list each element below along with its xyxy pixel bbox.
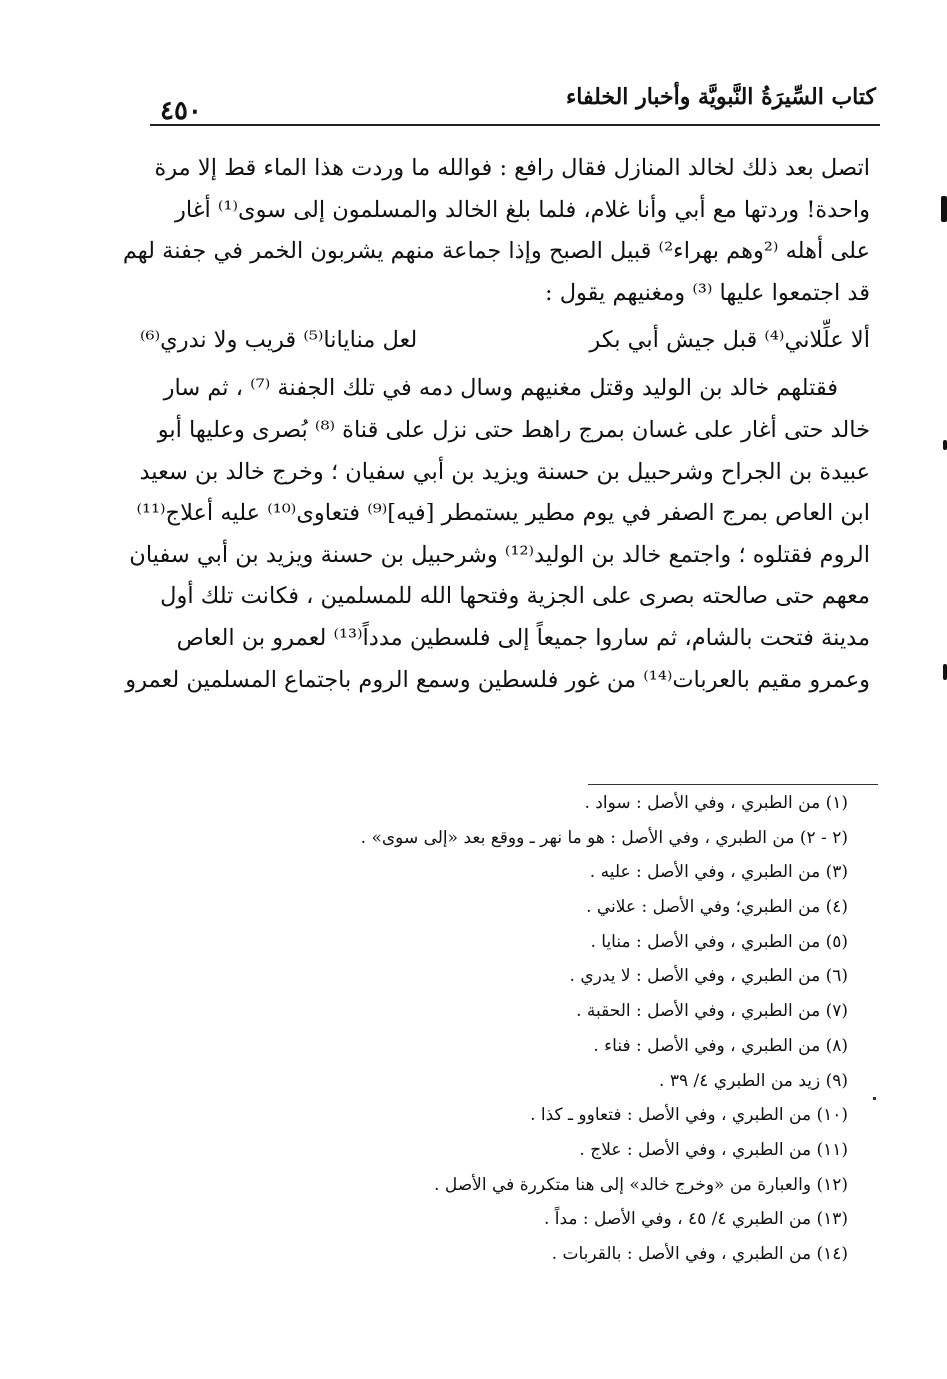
footnote: (٨) من الطبري ، وفي الأصل : فناء . (593, 1035, 848, 1056)
text-line: قد اجتمعوا عليها ⁽³⁾ ومغنيهم يقول : (544, 279, 870, 306)
text-line: فقتلهم خالد بن الوليد وقتل مغنيهم وسال دمه في تلك الجفنة ⁽⁷⁾ ، ثم سار (163, 375, 838, 402)
scan-edge-mark (943, 664, 947, 680)
text-line: عبيدة بن الجراح وشرحبيل بن حسنة ويزيد بن أبي سفيان ؛ وخرج خالد بن سعيد (139, 458, 870, 485)
footnote: (٧) من الطبري ، وفي الأصل : الحقبة . (576, 1001, 848, 1022)
text-line: ابن العاص بمرج الصفر في يوم مطير يستمطر [فيه]⁽⁹⁾ فتعاوى⁽¹⁰⁾ عليه أعلاج⁽¹¹⁾ (136, 500, 870, 527)
footnote: (١) من الطبري ، وفي الأصل : سواد . (584, 793, 848, 813)
footnote: (٢ - ٢) من الطبري ، وفي الأصل : هو ما نهر ـ ووقع بعد «إلى سوى» . (360, 827, 848, 848)
footnote: (١٠) من الطبري ، وفي الأصل : فتعاوو ـ كذا . (530, 1105, 848, 1126)
text-line: واحدة! وردتها مع أبي وأنا غلام، فلما بلغ الخالد والمسلمون إلى سوى⁽¹⁾ أغار (175, 196, 870, 223)
verse-first-hemistich: ألا علِّلاني⁽⁴⁾ قبل جيش أبي بكر (589, 327, 870, 354)
footnote: (٤) من الطبري؛ وفي الأصل : علاني . (586, 897, 848, 918)
text-line: اتصل بعد ذلك لخالد المنازل فقال رافع : فوالله ما وردت هذا الماء قط إلا مرة (154, 155, 870, 181)
scan-edge-mark (943, 440, 947, 450)
text-line: مدينة فتحت بالشام، ثم ساروا جميعاً إلى فلسطين مدداً⁽¹³⁾ لعمرو بن العاص (176, 624, 870, 651)
footnote: (٩) زيد من الطبري ٤/ ٣٩ . (659, 1070, 848, 1091)
page-header (150, 82, 880, 126)
text-line: خالد حتى أغار على غسان بمرج راهط حتى نزل على قناة ⁽⁸⁾ بُصرى وعليها أبو (157, 416, 870, 443)
footnotes (180, 786, 848, 1272)
text-line: وعمرو مقيم بالعربات⁽¹⁴⁾ من غور فلسطين وسمع الروم باجتماع المسلمين لعمرو (125, 666, 870, 693)
footnote: (١٢) والعبارة من «وخرج خالد» إلى هنا متكررة في الأصل . (434, 1174, 848, 1195)
footnote: (١١) من الطبري ، وفي الأصل : علاج . (579, 1139, 848, 1160)
text-line: على أهله ⁽²وهم بهراء²⁾ قبيل الصبح وإذا جماعة منهم يشربون الخمر في جفنة لهم (122, 238, 870, 265)
text-line: معهم حتى صالحته بصرى على الجزية وفتحها الله للمسلمين ، فكانت تلك أول (160, 583, 870, 610)
poetry-verse (140, 314, 870, 368)
footnote: (١٣) من الطبري ٤/ ٤٥ ، وفي الأصل : مداً . (543, 1209, 848, 1230)
main-text (122, 148, 870, 701)
footnote: (٦) من الطبري ، وفي الأصل : لا يدري . (569, 966, 848, 987)
footnote: (١٤) من الطبري ، وفي الأصل : بالقربات . (551, 1243, 848, 1264)
scan-edge-mark (941, 196, 947, 222)
footnote-separator (588, 784, 878, 785)
footnote: (٥) من الطبري ، وفي الأصل : منايا . (590, 931, 848, 952)
footnote: (٣) من الطبري ، وفي الأصل : عليه . (589, 862, 848, 883)
running-title: كتاب السِّيرَةُ النَّبويَّة وأخبار الخلفاء (565, 84, 876, 110)
page-number: ٤٥٠ (160, 96, 202, 126)
text-line: الروم فقتلوه ؛ واجتمع خالد بن الوليد⁽¹²⁾ وشرحبيل بن حسنة ويزيد بن أبي سفيان (129, 541, 870, 568)
verse-second-hemistich: لعل منايانا⁽⁵⁾ قريب ولا ندري⁽⁶⁾ (140, 327, 418, 354)
scan-speck (873, 1097, 876, 1100)
